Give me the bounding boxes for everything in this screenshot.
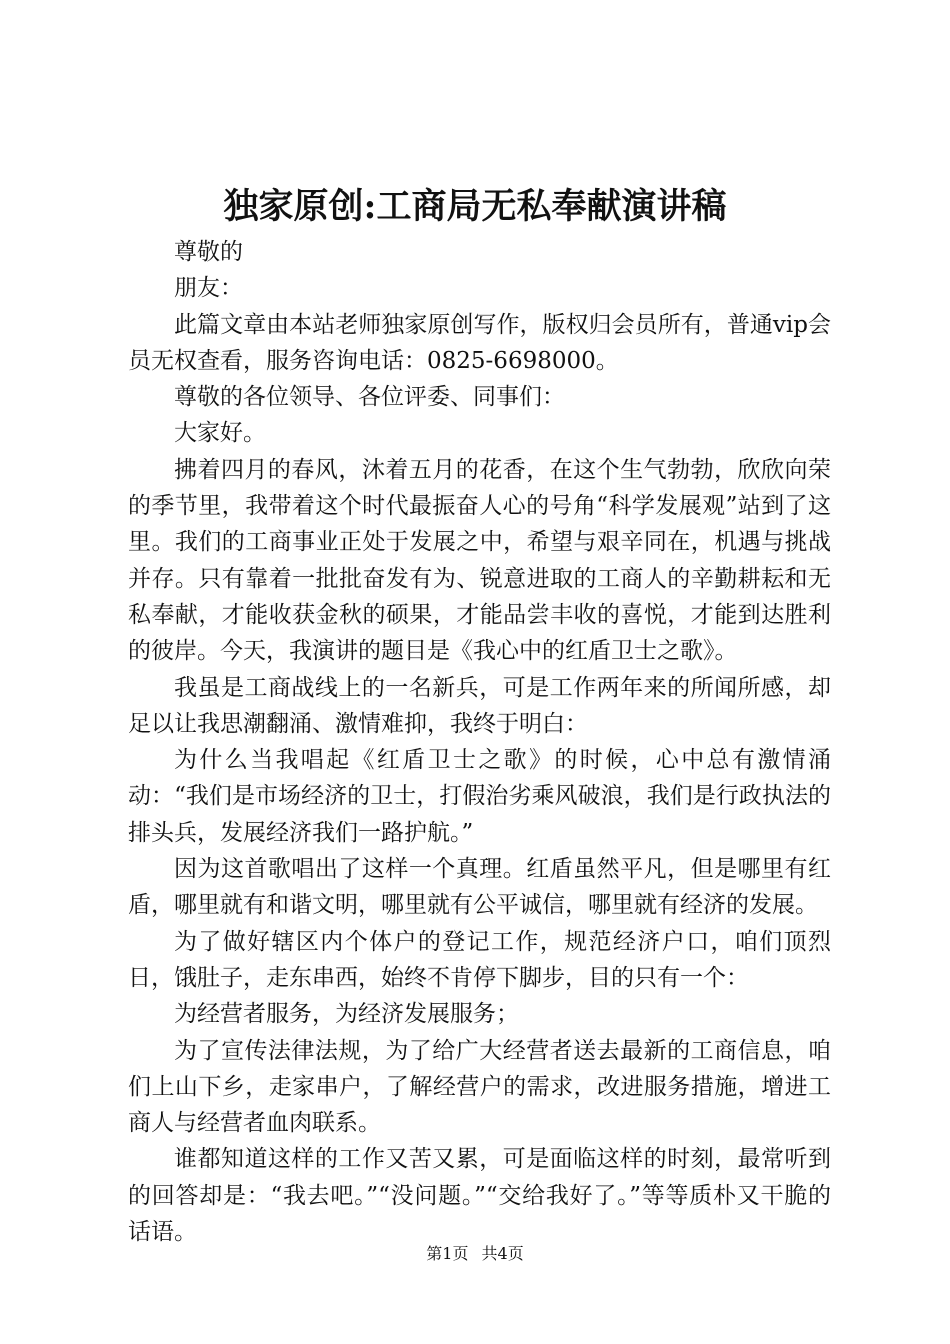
paragraph: 我虽是工商战线上的一名新兵，可是工作两年来的所闻所感，却足以让我思潮翻涌、激情难抑，我终于明白：: [128, 674, 831, 737]
paragraph: 谁都知道这样的工作又苦又累，可是面临这样的时刻，最常听到的回答却是：“我去吧。”“没问题。”“交给我好了。”等等质朴又干脆的话语。: [128, 1146, 831, 1246]
paragraph: 大家好。: [174, 420, 266, 447]
paragraph: 尊敬的各位领导、各位评委、同事们：: [174, 384, 565, 411]
paragraph: 为了做好辖区内个体户的登记工作，规范经济户口，咱们顶烈日，饿肚子，走东串西，始终不肯停下脚步，目的只有一个：: [128, 928, 831, 991]
paragraph: 因为这首歌唱出了这样一个真理。红盾虽然平凡，但是哪里有红盾，哪里就有和谐文明，哪里就有公平诚信，哪里就有经济的发展。: [128, 856, 831, 919]
paragraph: 拂着四月的春风，沐着五月的花香，在这个生气勃勃，欣欣向荣的季节里，我带着这个时代最振奋人心的号角“科学发展观”站到了这里。我们的工商事业正处于发展之中，希望与艰辛同在，机遇与挑战并存。只有靠着一批批奋发有为、锐意进取的工商人的辛勤耕耘和无私奉献，才能收获金秋的硕果，才能品尝丰收的喜悦，才能到达胜利的彼岸。今天，我演讲的题目是《我心中的红盾卫士之歌》。: [128, 456, 831, 665]
paragraph: 为经营者服务，为经济发展服务；: [174, 1001, 519, 1028]
document-body: [128, 234, 831, 1250]
paragraph: 朋友：: [174, 275, 243, 302]
paragraph: 此篇文章由本站老师独家原创写作，版权归会员所有，普通vip会员无权查看，服务咨询电话：0825-6698000。: [128, 311, 831, 374]
paragraph: 尊敬的: [174, 239, 243, 265]
page-number: 第1页: [426, 1244, 469, 1263]
page-total: 共4页: [481, 1244, 524, 1263]
page-footer: [0, 1243, 950, 1265]
paragraph: 为什么当我唱起《红盾卫士之歌》的时候，心中总有激情涌动：“我们是市场经济的卫士，打假治劣乘风破浪，我们是行政执法的排头兵，发展经济我们一路护航。”: [128, 747, 831, 846]
paragraph: 为了宣传法律法规，为了给广大经营者送去最新的工商信息，咱们上山下乡，走家串户，了解经营户的需求，改进服务措施，增进工商人与经营者血肉联系。: [128, 1037, 831, 1137]
document-title: 独家原创:工商局无私奉献演讲稿: [223, 186, 727, 227]
